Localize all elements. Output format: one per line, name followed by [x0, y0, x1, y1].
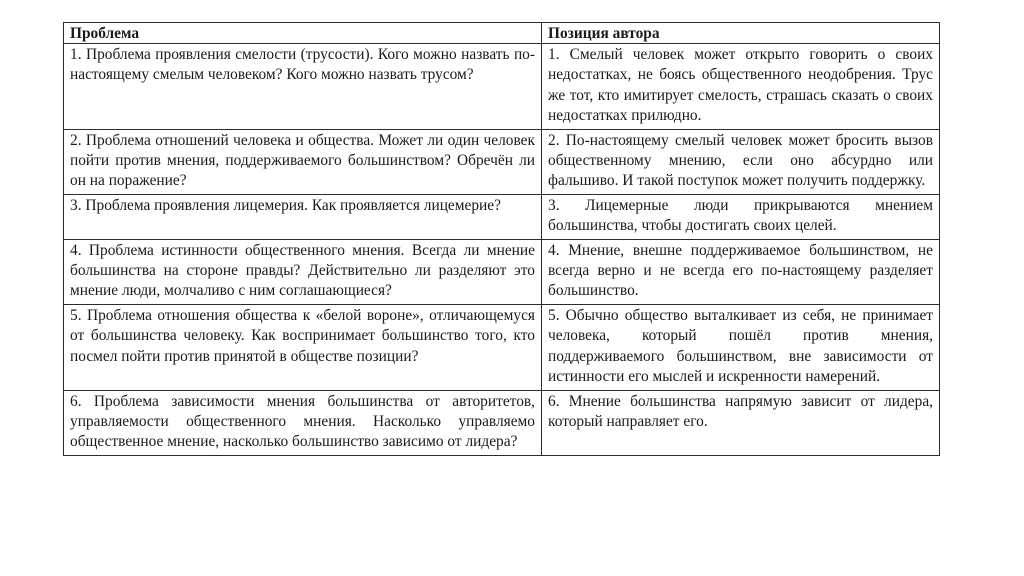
table-row	[64, 239, 940, 304]
table-row	[64, 390, 940, 455]
problem-cell: 1. Проблема проявления смелости (трусости). Кого можно назвать по-настоящему смелым человеком? Кого можно назвать трусом?	[64, 44, 542, 130]
problem-cell: 2. Проблема отношений человека и общества. Может ли один человек пойти против мнения, поддерживаемого большинством? Обречён ли он на поражение?	[64, 129, 542, 194]
position-cell: 5. Обычно общество выталкивает из себя, не принимает человека, который пошёл против мнения, поддерживаемого большинством, вне зависимости от истинности его мыслей и искренности намерений.	[542, 304, 940, 390]
position-cell: 1. Смелый человек может открыто говорить о своих недостатках, не боясь общественного неодобрения. Трус же тот, кто имитирует смелость, страшась сказать о своих недостатках прилюдно.	[542, 44, 940, 130]
problem-cell: 3. Проблема проявления лицемерия. Как проявляется лицемерие?	[64, 194, 542, 239]
position-cell: 4. Мнение, внешне поддерживаемое большинством, не всегда верно и не всегда его по-настоящему разделяет большинство.	[542, 239, 940, 304]
table-row	[64, 304, 940, 390]
problems-table	[63, 22, 940, 456]
table-row	[64, 44, 940, 130]
table-row	[64, 194, 940, 239]
position-cell: 6. Мнение большинства напрямую зависит от лидера, который направляет его.	[542, 390, 940, 455]
header-author-position: Позиция автора	[542, 23, 940, 44]
position-cell: 2. По-настоящему смелый человек может бросить вызов общественному мнению, если оно абсурдно или фальшиво. И такой поступок может получить поддержку.	[542, 129, 940, 194]
position-cell: 3. Лицемерные люди прикрываются мнением большинства, чтобы достигать своих целей.	[542, 194, 940, 239]
problem-cell: 4. Проблема истинности общественного мнения. Всегда ли мнение большинства на стороне правды? Действительно ли разделяют это мнение люди, молчаливо с ним соглашающиеся?	[64, 239, 542, 304]
header-problem: Проблема	[64, 23, 542, 44]
problem-cell: 5. Проблема отношения общества к «белой вороне», отличающемуся от большинства человеку. Как воспринимает большинство того, кто посмел пойти против принятой в обществе позиции?	[64, 304, 542, 390]
table-row	[64, 129, 940, 194]
table-header-row	[64, 23, 940, 44]
problem-cell: 6. Проблема зависимости мнения большинства от авторитетов, управляемости общественного мнения. Насколько управляемо общественное мнение, насколько большинство зависимо от лидера?	[64, 390, 542, 455]
